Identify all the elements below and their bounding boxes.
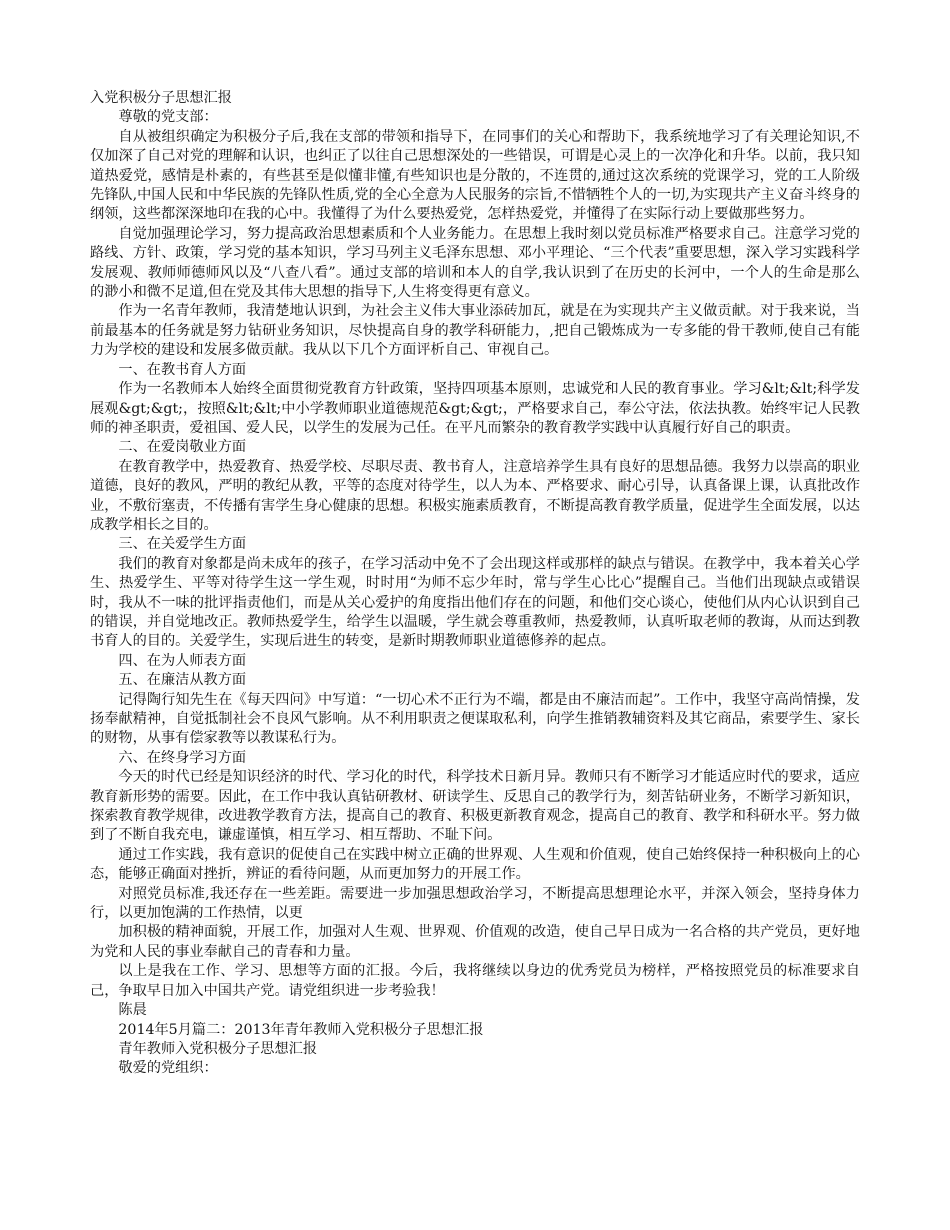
closing-paragraph-3: 加积极的精神面貌，开展工作，加强对人生观、世界观、价值观的改造，使自己早日成为一名合格的共产党员，更好地为党和人民的事业奉献自己的青春和力量。 [90,924,860,960]
body-paragraph-2: 自觉加强理论学习，努力提高政治思想素质和个人业务能力。在思想上我时刻以党员标准严格要求自己。注意学习党的路线、方针、政策，学习党的基本知识，学习马列主义毛泽东思想、邓小平理论、“三个代表”重要思想，深入学习实践科学发展观、教师师德师风以及“八查八看”。通过支部的培训和本人的自学,我认识到了在历史的长河中，一个人的生命是那么的渺小和微不足道,但在党及其伟大思想的指导下,人生将变得更有意义。 [90,225,860,301]
section-body-caring: 我们的教育对象都是尚未成年的孩子，在学习活动中免不了会出现这样或那样的缺点与错误。在教学中，我本着关心学生、热爱学生、平等对待学生这一学生观，时时用“为师不忘少年时，常与学生心比心”提醒自己。当他们出现缺点或错误时，我从不一味的批评指责他们，而是从关心爱护的角度指出他们存在的问题，和他们交心谈心，使他们从内心认识到自己的错误，并自觉地改正。教师热爱学生，给学生以温暖，学生就会尊重教师，热爱教师，认真听取老师的教诲，从而达到教书育人的目的。关爱学生，实现后进生的转变，是新时期教师职业道德修养的起点。 [90,555,860,650]
date-and-next-title: 2014年5月篇二：2013年青年教师入党积极分子思想汇报 [118,1021,484,1038]
section-heading-lifelong-learning: 六、在终身学习方面 [118,749,247,766]
document-page [90,89,860,1079]
section-heading-role-model: 四、在为人师表方面 [118,652,247,669]
section-heading-dedication: 二、在爱岗敬业方面 [118,439,247,456]
next-salutation: 敬爱的党组织： [118,1060,218,1077]
closing-paragraph-1: 通过工作实践，我有意识的促使自己在实践中树立正确的世界观、人生观和价值观，使自己始终保持一种积极向上的心态，能够正确面对挫折，辨证的看待问题，从而更加努力的开展工作。 [90,846,860,883]
section-body-integrity: 记得陶行知先生在《每天四问》中写道：“一切心术不正行为不端，都是由不廉洁而起”。工作中，我坚守高尚情操，发扬奉献精神，自觉抵制社会不良风气影响。从不利用职责之便谋取私利，向学生推销教辅资料及其它商品，索要学生、家长的财物，从事有偿家教等以教谋私行为。 [90,691,860,747]
section-heading-teaching: 一、在教书育人方面 [118,361,247,378]
section-body-dedication: 在教育教学中，热爱教育、热爱学校、尽职尽责、教书育人，注意培养学生具有良好的思想品德。我努力以崇高的职业道德，良好的教风，严明的教纪从教，平等的态度对待学生，以人为本、严格要求、耐心引导，认真备课上课，认真批改作业，不敷衍塞责，不传播有害学生身心健康的思想。积极实施素质教育，不断提高教育教学质量，促进学生全面发展，以达成教学相长之目的。 [90,458,860,533]
next-document-title: 青年教师入党积极分子思想汇报 [118,1040,318,1057]
body-paragraph-3: 作为一名青年教师，我清楚地认识到，为社会主义伟大事业添砖加瓦，就是在为实现共产主义做贡献。对于我来说，当前最基本的任务就是努力钻研业务知识，尽快提高自身的教学科研能力，,把自己锻炼成为一专多能的骨干教师,使自己有能力为学校的建设和发展多做贡献。我从以下几个方面评析自己、审视自己。 [90,303,860,359]
section-heading-integrity: 五、在廉洁从教方面 [118,672,247,689]
signature: 陈晨 [118,1002,147,1019]
section-heading-caring: 三、在关爱学生方面 [118,536,247,553]
salutation: 尊敬的党支部： [118,109,218,126]
section-body-lifelong-learning: 今天的时代已经是知识经济的时代、学习化的时代，科学技术日新月异。教师只有不断学习才能适应时代的要求，适应教育新形势的需要。因此，在工作中我认真钻研教材、研读学生、反思自己的教学行为，刻苦钻研业务，不断学习新知识，探索教育教学规律，改进教学教育方法，提高自己的教育、积极更新教育观念，提高自己的教育、教学和科研水平。努力做到了不断自我充电，谦虚谨慎，相互学习、相互帮助、不耻下问。 [90,769,860,844]
closing-paragraph-2: 对照党员标准,我还存在一些差距。需要进一步加强思想政治学习，不断提高思想理论水平，并深入领会，坚持身体力行，以更加饱满的工作热情，以更 [90,885,860,922]
closing-paragraph-4: 以上是我在工作、学习、思想等方面的汇报。今后，我将继续以身边的优秀党员为榜样，严格按照党员的标准要求自己，争取早日加入中国共产党。请党组织进一步考验我！ [90,963,860,999]
section-body-teaching: 作为一名教师本人始终全面贯彻党教育方针政策，坚持四项基本原则，忠诚党和人民的教育事业。学习&lt;&lt;科学发展观&gt;&gt;，按照&lt;&lt;中小学教师职业道德规范&gt;&gt;，严格要求自己，奉公守法，依法执教。始终牢记人民教师的神圣职责，爱祖国、爱人民，以学生的发展为己任。在平凡而繁杂的教育教学实践中认真履行好自己的职责。 [90,381,860,436]
body-paragraph-1: 自从被组织确定为积极分子后,我在支部的带领和指导下，在同事们的关心和帮助下，我系统地学习了有关理论知识,不仅加深了自己对党的理解和认识，也纠正了以往自己思想深处的一些错误，可谓是心灵上的一次净化和升华。以前，我只知道热爱党，感情是朴素的，有些甚至是似懂非懂,有些知识也是分散的，不连贯的,通过这次系统的党课学习，党的工人阶级先锋队,中国人民和中华民族的先锋队性质,党的全心全意为人民服务的宗旨,不惜牺牲个人的一切,为实现共产主义奋斗终身的纲领，这些都深深地印在我的心中。我懂得了为什么要热爱党，怎样热爱党，并懂得了在实际行动上要做那些努力。 [90,128,860,223]
document-title: 入党积极分子思想汇报 [90,90,232,106]
